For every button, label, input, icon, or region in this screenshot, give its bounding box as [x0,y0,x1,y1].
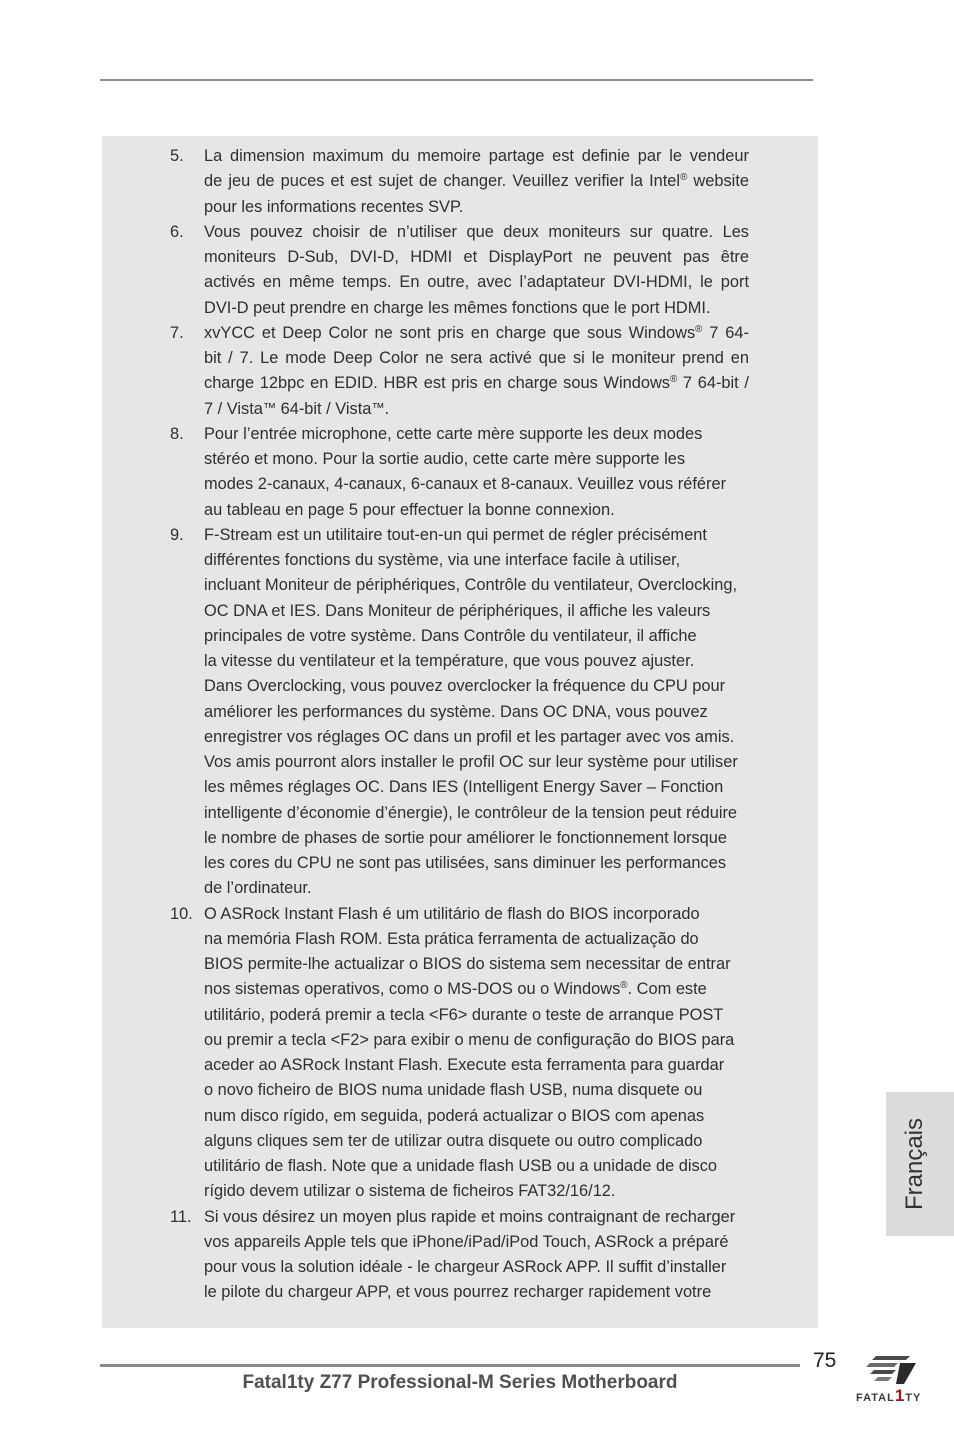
language-side-tab-label: Français [901,1117,928,1211]
item-number: 10. [170,904,193,923]
item-text-line: les mêmes réglages OC. Dans IES (Intelligent Energy Saver – Fonction [204,778,724,797]
item-text-line: o novo ficheiro de BIOS numa unidade flash USB, numa disquete ou [204,1081,703,1100]
item-text-line: F-Stream est un utilitaire tout-en-un qui permet de régler précisément [204,525,707,544]
item-text-line: au tableau en page 5 pour effectuer la bonne connexion. [204,500,615,519]
list-item [170,523,770,902]
item-text-line: différentes fonctions du système, via une interface facile à utiliser, [204,551,681,569]
item-text-line: bit / 7. Le mode Deep Color ne sera activé que si le moniteur prend en [204,349,749,367]
item-text-line: rígido devem utilizar o sistema de ficheiros FAT32/16/12. [204,1182,616,1201]
item-text-line: xvYCC et Deep Color ne sont pris en charge que sous Windows® 7 64- [204,323,749,342]
list-item [170,321,770,422]
item-text-line: utilitário de flash. Note que a unidade flash USB ou a unidade de disco [204,1157,718,1175]
item-number: 6. [170,222,184,241]
item-text-line: Si vous désirez un moyen plus rapide et moins contraignant de recharger [204,1207,736,1226]
language-side-tab [886,1092,954,1236]
item-number: 9. [170,525,184,544]
item-text-line: Vous pouvez choisir de n’utiliser que deux moniteurs sur quatre. Les [204,222,749,241]
item-text-line: La dimension maximum du memoire partage est definie par le vendeur [204,147,749,165]
item-text-line: principales de votre système. Dans Contrôle du ventilateur, il affiche [204,626,697,645]
top-rule [100,79,813,81]
item-text-line: aceder ao ASRock Instant Flash. Execute esta ferramenta para guardar [204,1056,725,1074]
logo-text-c: TY [905,1392,922,1404]
item-text-line: le pilote du chargeur APP, et vous pourrez recharger rapidement votre [204,1283,712,1302]
item-number: 7. [170,323,184,342]
item-text-line: ou premir a tecla <F2> para exibir o menu de configuração do BIOS para [204,1030,735,1049]
footer-title: Fatal1ty Z77 Professional-M Series Motherboard [242,1372,678,1393]
item-text-line: stéréo et mono. Pour la sortie audio, cette carte mère supporte les [204,450,686,468]
item-text-line: nos sistemas operativos, como o MS-DOS ou o Windows®. Com este [204,980,707,999]
item-text-line: enregistrer vos réglages OC dans un profil et les partager avec vos amis. [204,727,735,746]
item-text-line: charge 12bpc en EDID. HBR est pris en charge sous Windows® 7 64-bit / [204,374,749,393]
list-item [170,220,770,321]
item-text-line: utilitário, poderá premir a tecla <F6> durante o teste de arranque POST [204,1005,724,1024]
list-item [170,422,770,523]
list-item [170,1205,770,1306]
item-text-line: intelligente d’économie d’énergie), le contrôleur de la tension peut réduire [204,803,738,822]
item-number: 11. [170,1207,192,1226]
item-text-line: BIOS permite-lhe actualizar o BIOS do sistema sem necessitar de entrar [204,955,731,973]
item-text-line: na memória Flash ROM. Esta prática ferramenta de actualização do [204,929,699,948]
item-text-line: DVI-D peut prendre en charge les mêmes fonctions que le port HDMI. [204,298,711,317]
item-text-line: pour les informations recentes SVP. [204,197,464,216]
item-text-line: de l’ordinateur. [204,879,312,898]
fatal1ty-logo [852,1348,932,1408]
item-text-line: modes 2-canaux, 4-canaux, 6-canaux et 8-canaux. Veuillez vous référer [204,475,727,494]
footer-rule [100,1364,800,1367]
item-text-line: Pour l’entrée microphone, cette carte mère supporte les deux modes [204,424,703,443]
page-number: 75 [813,1349,837,1372]
item-text-line: Vos amis pourront alors installer le profil OC sur leur système pour utiliser [204,753,738,771]
item-text-line: la vitesse du ventilateur et la température, que vous pouvez ajuster. [204,652,695,670]
item-text-line: OC DNA et IES. Dans Moniteur de périphériques, il affiche les valeurs [204,601,711,620]
item-text-line: moniteurs D-Sub, DVI-D, HDMI et DisplayPort ne peuvent pas être [204,248,749,266]
item-text-line: de jeu de puces et est sujet de changer. Veuillez verifier la Intel® website [204,172,749,191]
logo-wing-icon [866,1356,916,1384]
item-text-line: alguns cliques sem ter de utilizar outra disquete ou outro complicado [204,1131,703,1150]
item-text-line: O ASRock Instant Flash é um utilitário de flash do BIOS incorporado [204,904,700,923]
item-text-line: améliorer les performances du système. Dans OC DNA, vous pouvez [204,702,708,721]
logo-text-a: FATAL [856,1392,895,1404]
logo-text [856,1386,921,1405]
item-number: 8. [170,424,184,443]
list-item [170,144,770,220]
item-text-line: activés en même temps. En outre, avec l’adaptateur DVI-HDMI, le port [204,273,749,292]
item-text-line: les cores du CPU ne sont pas utilisées, sans diminuer les performances [204,854,727,872]
item-text-line: 7 / Vista™ 64-bit / Vista™. [204,399,390,418]
numbered-notes-list [170,144,770,1306]
item-text-line: num disco rígido, em seguida, poderá actualizar o BIOS com apenas [204,1106,705,1125]
item-text-line: le nombre de phases de sortie pour améliorer le fonctionnement lorsque [204,828,727,847]
item-number: 5. [170,147,184,165]
item-text-line: incluant Moniteur de périphériques, Contrôle du ventilateur, Overclocking, [204,576,737,595]
logo-text-b: 1 [894,1386,906,1405]
list-item [170,902,770,1205]
item-text-line: Dans Overclocking, vous pouvez overclocker la fréquence du CPU pour [204,677,726,696]
item-text-line: pour vous la solution idéale - le chargeur ASRock APP. Il suffit d’installer [204,1258,727,1276]
item-text-line: vos appareils Apple tels que iPhone/iPad/iPod Touch, ASRock a préparé [204,1232,729,1251]
